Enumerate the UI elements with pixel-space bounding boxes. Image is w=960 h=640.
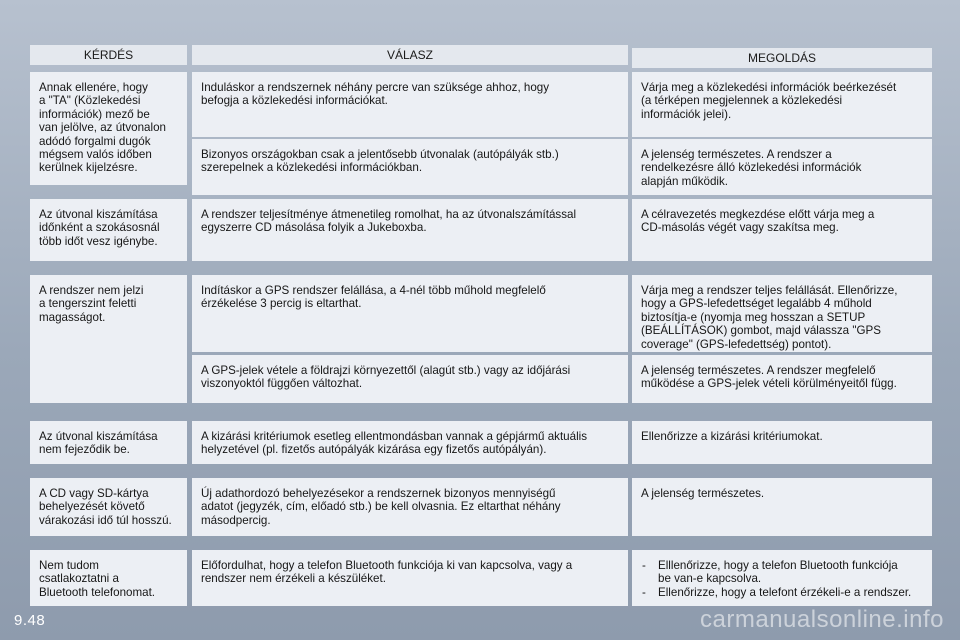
answer-text: A rendszer teljesítménye átmenetileg romolhat, ha az útvonalszámítással egyszerre CD másolása folyik a Jukeboxba. <box>201 208 577 235</box>
answer-cell <box>192 421 628 464</box>
solution-text: A jelenség természetes. A rendszer a rendelkezésre álló közlekedési információk alapján működik. <box>641 148 862 188</box>
solution-list-text: Elllenőrizze, hogy a telefon Bluetooth funkciója be van-e kapcsolva. <box>658 559 898 586</box>
answer-cell <box>192 478 628 536</box>
solution-text: Várja meg a közlekedési információk beérkezését (a térképen megjelennek a közlekedési információk jelei). <box>641 81 897 121</box>
header-solution: MEGOLDÁS <box>632 48 932 68</box>
question-text: A rendszer nem jelzi a tengerszint feletti magasságot. <box>39 284 144 324</box>
question-cell <box>30 478 187 536</box>
answer-cell <box>192 275 628 352</box>
solution-text: Ellenőrizze a kizárási kritériumokat. <box>641 430 823 443</box>
answer-text: Indításkor a GPS rendszer felállása, a 4-nél több műhold megfelelő érzékelése 3 percig is eltarthat. <box>201 284 546 311</box>
question-cell <box>30 199 187 261</box>
solution-text: A célravezetés megkezdése előtt várja meg a CD-másolás végét vagy szakítsa meg. <box>641 208 875 235</box>
solution-list-item: - Elllenőrizze, hogy a telefon Bluetooth funkciója be van-e kapcsolva. <box>642 559 898 586</box>
solution-list-item: - Ellenőrizze, hogy a telefont érzékeli-e a rendszer. <box>642 585 912 599</box>
answer-cell <box>192 139 628 195</box>
answer-cell <box>192 199 628 261</box>
solution-cell <box>632 355 932 403</box>
question-text: Az útvonal kiszámítása nem fejeződik be. <box>39 430 158 457</box>
question-cell <box>30 550 187 606</box>
question-text: A CD vagy SD-kártya behelyezését követő várakozási idő túl hosszú. <box>39 487 172 527</box>
answer-text: Induláskor a rendszernek néhány percre van szüksége ahhoz, hogy befogja a közlekedési információkat. <box>201 81 550 108</box>
solution-text: A jelenség természetes. <box>641 487 765 500</box>
question-text: Nem tudom csatlakoztatni a Bluetooth telefonomat. <box>39 559 156 599</box>
answer-cell <box>192 355 628 403</box>
solution-text: A jelenség természetes. A rendszer megfelelő működése a GPS-jelek vételi körülményeitől függ. <box>641 364 897 391</box>
answer-text: Előfordulhat, hogy a telefon Bluetooth funkciója ki van kapcsolva, vagy a rendszer nem érzékeli a készüléket. <box>201 559 573 586</box>
page-number: 9.48 <box>14 612 46 629</box>
question-text: Annak ellenére, hogy a "TA" (Közlekedési információk) mező be van jelölve, az útvonalon adódó forgalmi dugók mégsem valós időben kerülnek kijelzésre. <box>39 81 166 175</box>
header-question: KÉRDÉS <box>30 45 187 65</box>
solution-cell <box>632 421 932 464</box>
answer-text: A kizárási kritériumok esetleg ellentmondásban vannak a gépjármű aktuális helyzetével (pl. fizetős autópályák kizárása egy fizetős autópályán). <box>201 430 588 457</box>
answer-text: A GPS-jelek vétele a földrajzi környezettől (alagút stb.) vagy az időjárási viszonyoktól függően változhat. <box>201 364 571 391</box>
answer-cell <box>192 72 628 137</box>
solution-list-text: Ellenőrizze, hogy a telefont érzékeli-e a rendszer. <box>658 585 912 599</box>
question-cell <box>30 275 187 403</box>
question-cell <box>30 421 187 464</box>
solution-cell <box>632 478 932 536</box>
solution-cell <box>632 72 932 137</box>
solution-cell <box>632 199 932 261</box>
answer-text: Bizonyos országokban csak a jelentősebb útvonalak (autópályák stb.) szerepelnek a közlekedési információkban. <box>201 148 559 175</box>
answer-cell <box>192 550 628 606</box>
watermark: carmanualsonline.info <box>700 606 944 633</box>
answer-text: Új adathordozó behelyezésekor a rendszernek bizonyos mennyiségű adatot (jegyzék, cím, előadó stb.) be kell olvasnia. Ez eltarthat néhány másodpercig. <box>201 487 561 527</box>
header-answer: VÁLASZ <box>192 45 628 65</box>
question-text: Az útvonal kiszámítása időnként a szokásosnál több időt vesz igénybe. <box>39 208 160 248</box>
solution-cell <box>632 275 932 352</box>
solution-cell <box>632 139 932 195</box>
solution-list <box>641 559 924 599</box>
solution-text: Várja meg a rendszer teljes felállását. Ellenőrizze, hogy a GPS-lefedettséget legalább 4 műhold biztosítja-e (nyomja meg hosszan a SETUP (BEÁLLÍTÁSOK) gombot, majd válassza "GPS coverage" (GPS-lefedettség) pontot). <box>641 284 898 351</box>
question-cell <box>30 72 187 185</box>
solution-cell <box>632 550 932 606</box>
